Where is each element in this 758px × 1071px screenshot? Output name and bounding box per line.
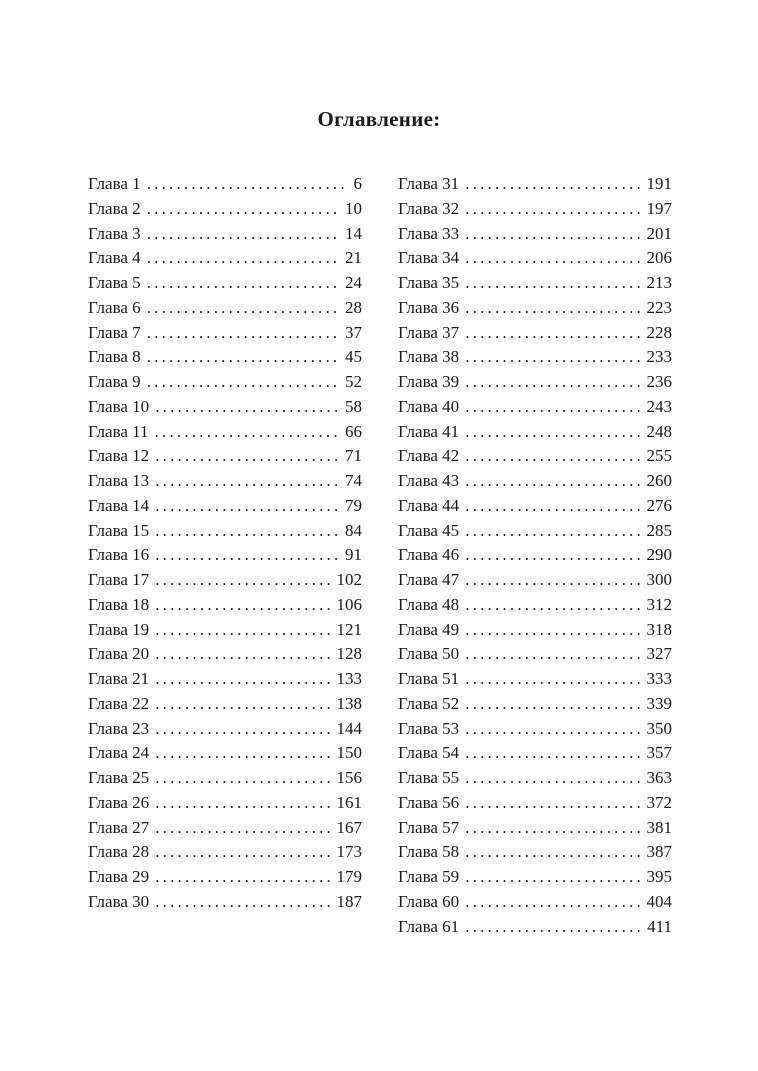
toc-entry-label: Глава 15 xyxy=(88,520,150,540)
toc-entry-label: Глава 48 xyxy=(398,594,460,614)
dot-leader xyxy=(465,915,641,940)
toc-entry-page: 138 xyxy=(336,693,362,713)
toc-entry-page: 10 xyxy=(345,198,362,218)
toc-entry-label: Глава 4 xyxy=(88,248,141,268)
dot-leader xyxy=(155,618,330,643)
dot-leader xyxy=(155,469,339,494)
dot-leader xyxy=(155,444,339,469)
toc-entry-page: 6 xyxy=(353,174,362,193)
toc-entry-label: Глава 13 xyxy=(88,471,150,490)
dot-leader xyxy=(155,717,330,742)
toc-entry[interactable] xyxy=(398,543,672,568)
toc-entry-label: Глава 35 xyxy=(398,273,460,292)
toc-entry[interactable] xyxy=(88,766,362,791)
toc-entry-label: Глава 34 xyxy=(398,248,460,268)
dot-leader xyxy=(155,692,330,717)
dot-leader xyxy=(155,642,330,667)
toc-entry-label: Глава 5 xyxy=(88,273,141,292)
dot-leader xyxy=(465,469,640,494)
toc-entry-label: Глава 54 xyxy=(398,743,460,763)
dot-leader xyxy=(147,321,339,346)
toc-entry-label: Глава 49 xyxy=(398,619,460,639)
toc-entry-page: 106 xyxy=(336,594,362,614)
dot-leader xyxy=(465,667,640,692)
toc-entry[interactable] xyxy=(398,222,672,247)
toc-entry-label: Глава 60 xyxy=(398,891,460,911)
dot-leader xyxy=(155,395,339,420)
toc-entry[interactable] xyxy=(398,692,672,717)
dot-leader xyxy=(155,543,339,568)
toc-entry-label: Глава 56 xyxy=(398,792,460,812)
toc-entry[interactable] xyxy=(398,791,672,816)
toc-entry[interactable] xyxy=(398,816,672,841)
toc-entry-page: 327 xyxy=(646,644,672,664)
dot-leader xyxy=(147,370,339,395)
toc-entry-page: 58 xyxy=(345,396,362,416)
toc-entry-label: Глава 11 xyxy=(88,421,149,441)
toc-entry-label: Глава 7 xyxy=(88,322,141,342)
toc-entry-page: 363 xyxy=(646,768,672,787)
dot-leader xyxy=(465,593,640,618)
toc-entry[interactable] xyxy=(398,296,672,321)
dot-leader xyxy=(155,840,330,865)
dot-leader xyxy=(465,395,640,420)
toc-entry[interactable] xyxy=(398,246,672,271)
toc-entry[interactable] xyxy=(398,321,672,346)
dot-leader xyxy=(465,246,640,271)
toc-entry[interactable] xyxy=(398,618,672,643)
toc-entry-label: Глава 22 xyxy=(88,693,150,713)
toc-entry[interactable] xyxy=(398,197,672,222)
toc-entry[interactable] xyxy=(88,420,362,445)
dot-leader xyxy=(155,568,330,593)
toc-column-left xyxy=(88,172,362,915)
toc-entry-page: 206 xyxy=(646,248,672,268)
toc-entry-label: Глава 9 xyxy=(88,372,141,391)
toc-entry-page: 102 xyxy=(336,570,362,589)
dot-leader xyxy=(147,172,348,197)
toc-entry-label: Глава 39 xyxy=(398,372,460,391)
toc-entry-label: Глава 1 xyxy=(88,174,141,193)
toc-entry-page: 387 xyxy=(646,842,672,862)
toc-entry[interactable] xyxy=(398,717,672,742)
toc-entry[interactable] xyxy=(88,519,362,544)
toc-entry-page: 179 xyxy=(336,867,362,886)
dot-leader xyxy=(155,519,339,544)
toc-entry-label: Глава 28 xyxy=(88,842,150,862)
dot-leader xyxy=(465,543,640,568)
toc-entry-label: Глава 47 xyxy=(398,570,460,589)
dot-leader xyxy=(465,271,640,296)
toc-entry-label: Глава 14 xyxy=(88,495,150,515)
toc-entry-page: 285 xyxy=(646,520,672,540)
toc-entry-page: 167 xyxy=(336,817,362,837)
dot-leader xyxy=(147,197,339,222)
dot-leader xyxy=(465,321,640,346)
toc-entry-page: 121 xyxy=(336,619,362,639)
toc-entry-label: Глава 44 xyxy=(398,495,460,515)
dot-leader xyxy=(465,568,640,593)
toc-entry[interactable] xyxy=(88,593,362,618)
toc-entry-label: Глава 18 xyxy=(88,594,150,614)
toc-entry[interactable] xyxy=(88,692,362,717)
toc-entry-page: 372 xyxy=(646,792,672,812)
dot-leader xyxy=(465,840,640,865)
toc-entry[interactable] xyxy=(88,444,362,469)
toc-column-right xyxy=(398,172,672,939)
dot-leader xyxy=(465,816,640,841)
toc-entry[interactable] xyxy=(88,296,362,321)
dot-leader xyxy=(465,370,640,395)
toc-entry[interactable] xyxy=(398,271,672,296)
toc-entry-label: Глава 50 xyxy=(398,644,460,664)
toc-entry-page: 52 xyxy=(345,372,362,391)
toc-entry-page: 161 xyxy=(336,792,362,812)
toc-entry-label: Глава 26 xyxy=(88,792,150,812)
toc-entry[interactable] xyxy=(88,222,362,247)
toc-entry-page: 333 xyxy=(646,669,672,688)
toc-entry[interactable] xyxy=(398,494,672,519)
toc-entry[interactable] xyxy=(398,370,672,395)
toc-entry[interactable] xyxy=(398,568,672,593)
toc-entry-label: Глава 43 xyxy=(398,471,460,490)
toc-entry[interactable] xyxy=(398,840,672,865)
toc-entry-page: 223 xyxy=(646,297,672,317)
toc-entry-label: Глава 58 xyxy=(398,842,460,862)
dot-leader xyxy=(155,890,330,915)
toc-entry-label: Глава 17 xyxy=(88,570,150,589)
toc-entry[interactable] xyxy=(88,865,362,890)
toc-entry-page: 300 xyxy=(646,570,672,589)
toc-entry[interactable] xyxy=(398,766,672,791)
toc-entry[interactable] xyxy=(88,395,362,420)
toc-entry[interactable] xyxy=(88,543,362,568)
toc-entry-label: Глава 20 xyxy=(88,644,150,664)
toc-entry-page: 290 xyxy=(646,545,672,565)
toc-entry-label: Глава 33 xyxy=(398,223,460,243)
dot-leader xyxy=(465,642,640,667)
toc-entry[interactable] xyxy=(398,741,672,766)
toc-entry-page: 187 xyxy=(336,891,362,911)
toc-entry-page: 318 xyxy=(646,619,672,639)
dot-leader xyxy=(465,717,640,742)
toc-entry[interactable] xyxy=(88,667,362,692)
toc-entry-label: Глава 23 xyxy=(88,718,150,738)
toc-entry-page: 150 xyxy=(336,743,362,763)
toc-entry[interactable] xyxy=(88,890,362,915)
toc-entry-page: 197 xyxy=(646,198,672,218)
toc-entry-page: 276 xyxy=(646,495,672,515)
toc-entry-label: Глава 3 xyxy=(88,223,141,243)
toc-entry-label: Глава 59 xyxy=(398,867,460,886)
toc-entry-page: 339 xyxy=(646,693,672,713)
toc-entry[interactable] xyxy=(398,642,672,667)
toc-entry-page: 37 xyxy=(345,322,362,342)
toc-entry-page: 255 xyxy=(646,446,672,466)
toc-entry[interactable] xyxy=(398,865,672,890)
dot-leader xyxy=(465,618,640,643)
toc-entry-label: Глава 25 xyxy=(88,768,150,787)
toc-entry[interactable] xyxy=(88,618,362,643)
toc-entry-page: 71 xyxy=(345,446,362,466)
toc-entry-label: Глава 10 xyxy=(88,396,150,416)
toc-entry-label: Глава 52 xyxy=(398,693,460,713)
toc-entry[interactable] xyxy=(398,469,672,494)
toc-entry-page: 213 xyxy=(646,273,672,292)
toc-entry[interactable] xyxy=(398,593,672,618)
toc-entry[interactable] xyxy=(88,642,362,667)
toc-entry-page: 357 xyxy=(646,743,672,763)
dot-leader xyxy=(465,692,640,717)
toc-entry-page: 236 xyxy=(646,372,672,391)
dot-leader xyxy=(155,741,330,766)
toc-entry-label: Глава 27 xyxy=(88,817,150,837)
toc-entry[interactable] xyxy=(398,420,672,445)
toc-entry-page: 133 xyxy=(336,669,362,688)
toc-entry[interactable] xyxy=(398,915,672,940)
dot-leader xyxy=(155,667,330,692)
toc-entry-label: Глава 29 xyxy=(88,867,150,886)
toc-entry-page: 411 xyxy=(647,916,672,936)
toc-entry-label: Глава 38 xyxy=(398,347,460,367)
toc-entry-page: 21 xyxy=(345,248,362,268)
toc-entry-page: 233 xyxy=(646,347,672,367)
dot-leader xyxy=(155,593,330,618)
toc-entry-page: 91 xyxy=(345,545,362,565)
dot-leader xyxy=(465,494,640,519)
toc-entry-label: Глава 12 xyxy=(88,446,150,466)
toc-entry-label: Глава 36 xyxy=(398,297,460,317)
toc-entry[interactable] xyxy=(88,197,362,222)
toc-entry-page: 79 xyxy=(345,495,362,515)
toc-entry[interactable] xyxy=(398,395,672,420)
toc-entry-label: Глава 21 xyxy=(88,669,150,688)
toc-entry[interactable] xyxy=(88,246,362,271)
toc-entry[interactable] xyxy=(398,890,672,915)
toc-entry-page: 260 xyxy=(646,471,672,490)
toc-entry-page: 84 xyxy=(345,520,362,540)
toc-entry[interactable] xyxy=(398,667,672,692)
toc-entry-label: Глава 45 xyxy=(398,520,460,540)
toc-entry-label: Глава 55 xyxy=(398,768,460,787)
toc-title: Оглавление: xyxy=(317,107,441,131)
dot-leader xyxy=(465,890,640,915)
toc-entry[interactable] xyxy=(88,321,362,346)
dot-leader xyxy=(465,296,640,321)
dot-leader xyxy=(155,420,339,445)
dot-leader xyxy=(155,791,330,816)
toc-entry[interactable] xyxy=(398,172,672,197)
dot-leader xyxy=(465,741,640,766)
dot-leader xyxy=(465,345,640,370)
toc-entry-label: Глава 40 xyxy=(398,396,460,416)
toc-entry-page: 201 xyxy=(646,223,672,243)
toc-entry-label: Глава 61 xyxy=(398,916,460,936)
toc-entry-label: Глава 24 xyxy=(88,743,150,763)
toc-entry[interactable] xyxy=(398,345,672,370)
dot-leader xyxy=(465,222,640,247)
toc-entry-label: Глава 42 xyxy=(398,446,460,466)
dot-leader xyxy=(155,865,330,890)
toc-entry-page: 128 xyxy=(336,644,362,664)
toc-entry-page: 28 xyxy=(345,297,362,317)
dot-leader xyxy=(465,172,640,197)
toc-entry-label: Глава 46 xyxy=(398,545,460,565)
dot-leader xyxy=(465,865,640,890)
toc-entry[interactable] xyxy=(88,717,362,742)
dot-leader xyxy=(147,246,339,271)
toc-entry[interactable] xyxy=(88,741,362,766)
dot-leader xyxy=(465,197,640,222)
toc-entry-page: 350 xyxy=(646,718,672,738)
toc-entry-label: Глава 16 xyxy=(88,545,150,565)
toc-entry-page: 66 xyxy=(345,421,362,441)
toc-entry-page: 381 xyxy=(646,817,672,837)
toc-entry[interactable] xyxy=(88,791,362,816)
toc-entry-label: Глава 6 xyxy=(88,297,141,317)
toc-entry-page: 312 xyxy=(646,594,672,614)
toc-entry-label: Глава 8 xyxy=(88,347,141,367)
toc-entry-label: Глава 51 xyxy=(398,669,460,688)
toc-entry[interactable] xyxy=(398,519,672,544)
toc-entry-page: 228 xyxy=(646,322,672,342)
toc-entry[interactable] xyxy=(88,816,362,841)
toc-entry[interactable] xyxy=(88,345,362,370)
dot-leader xyxy=(155,816,330,841)
dot-leader xyxy=(147,271,339,296)
toc-entry-page: 243 xyxy=(646,396,672,416)
toc-entry-label: Глава 41 xyxy=(398,421,460,441)
toc-entry-label: Глава 57 xyxy=(398,817,460,837)
toc-entry-page: 156 xyxy=(336,768,362,787)
dot-leader xyxy=(147,296,339,321)
toc-entry-page: 395 xyxy=(646,867,672,886)
toc-entry[interactable] xyxy=(88,494,362,519)
toc-entry-page: 248 xyxy=(646,421,672,441)
toc-entry[interactable] xyxy=(88,172,362,197)
toc-entry[interactable] xyxy=(88,469,362,494)
dot-leader xyxy=(147,345,339,370)
dot-leader xyxy=(465,420,640,445)
toc-entry-page: 74 xyxy=(345,471,362,490)
toc-entry-label: Глава 53 xyxy=(398,718,460,738)
toc-entry[interactable] xyxy=(88,568,362,593)
toc-entry-page: 45 xyxy=(345,347,362,367)
toc-entry[interactable] xyxy=(88,370,362,395)
toc-entry[interactable] xyxy=(88,271,362,296)
dot-leader xyxy=(155,766,330,791)
toc-entry-page: 404 xyxy=(646,891,672,911)
dot-leader xyxy=(147,222,339,247)
dot-leader xyxy=(465,444,640,469)
toc-entry-label: Глава 32 xyxy=(398,198,460,218)
toc-entry-page: 191 xyxy=(646,174,672,193)
toc-entry-label: Глава 30 xyxy=(88,891,150,911)
toc-entry-page: 14 xyxy=(345,223,362,243)
dot-leader xyxy=(465,766,640,791)
toc-entry-page: 24 xyxy=(345,273,362,292)
toc-entry-page: 173 xyxy=(336,842,362,862)
toc-entry-label: Глава 19 xyxy=(88,619,150,639)
toc-entry-label: Глава 2 xyxy=(88,198,141,218)
dot-leader xyxy=(155,494,339,519)
toc-entry[interactable] xyxy=(398,444,672,469)
toc-entry-label: Глава 37 xyxy=(398,322,460,342)
dot-leader xyxy=(465,791,640,816)
toc-entry-label: Глава 31 xyxy=(398,174,460,193)
toc-entry[interactable] xyxy=(88,840,362,865)
dot-leader xyxy=(465,519,640,544)
toc-entry-page: 144 xyxy=(336,718,362,738)
